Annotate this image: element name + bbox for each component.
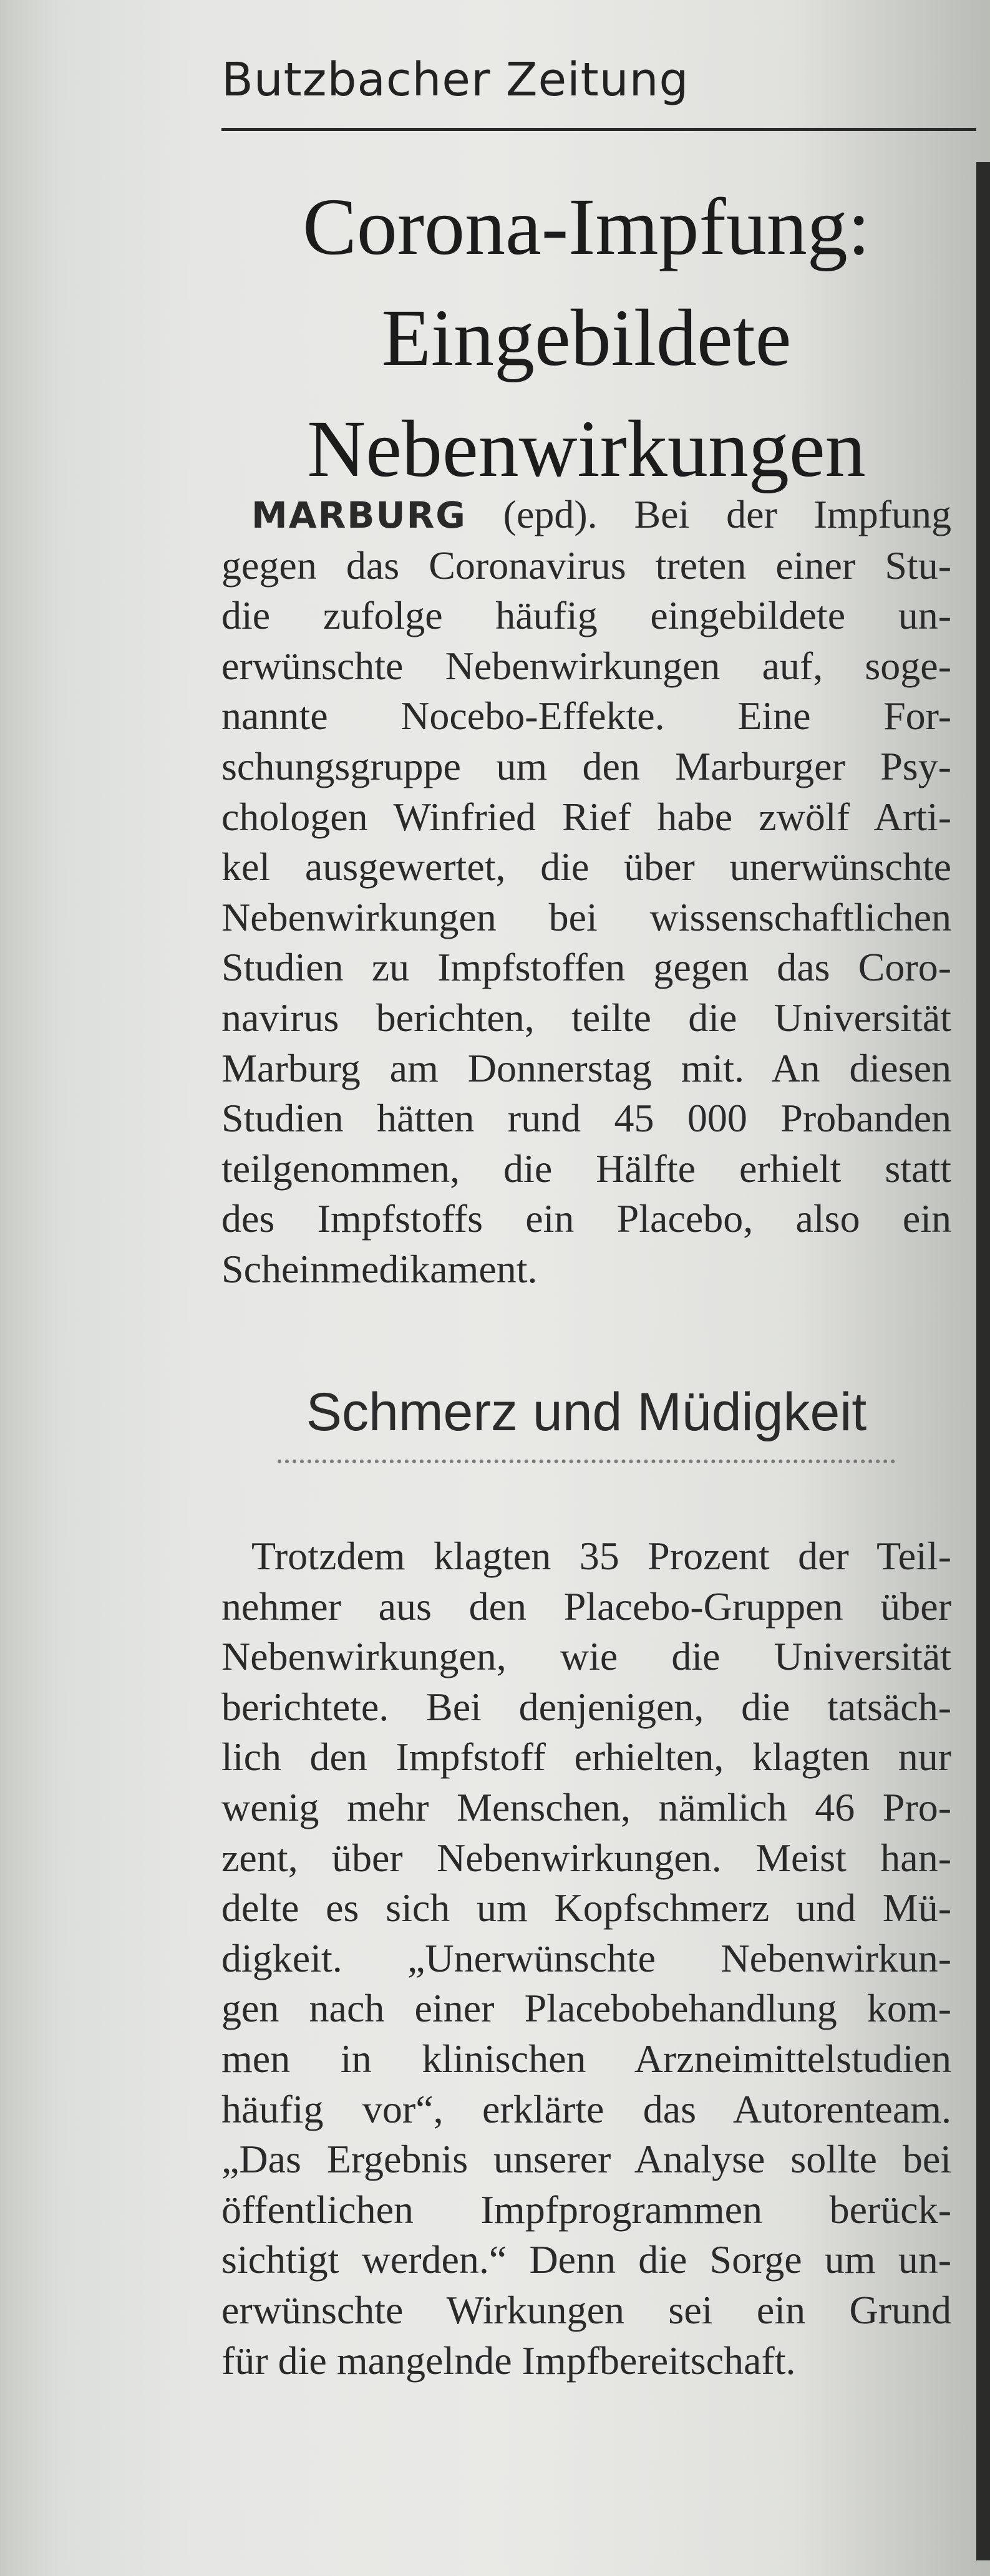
newspaper-name: Butzbacher Zeitung [221,53,689,107]
paragraph-line: schungsgruppe um den Marburger Psy- [221,743,951,788]
paragraph-line: navirus berichten, teilte die Universität [221,995,951,1040]
paragraph-line: Nebenwirkungen bei wissenschaftlichen [221,894,951,939]
paragraph-line: wenig mehr Menschen, nämlich 46 Pro- [221,1784,951,1829]
paragraph-line: für die mangelnde Impfbereitschaft. [221,2338,796,2383]
dateline: MARBURG [251,494,467,536]
headline-line: Eingebildete [381,293,792,383]
paragraph-line: men in klinischen Arzneimittelstudien [221,2036,951,2081]
article-paragraph-2 [221,1531,951,2386]
article-paragraph-1 [221,490,951,1295]
paragraph-line: „Das Ergebnis unserer Analyse sollte bei [221,2137,951,2182]
paragraph-line: delte es sich um Kopfschmerz und Mü- [221,1886,951,1930]
headline [221,172,951,505]
paragraph-line: nannte Nocebo-Effekte. Eine For- [221,694,951,738]
paragraph-line: häufig vor“, erklärte das Autorenteam. [221,2086,951,2131]
paragraph-line: gen nach einer Placebobehandlung kom- [221,1986,951,2031]
subheading-rule [278,1460,895,1463]
paragraph-line: sichtigt werden.“ Denn die Sorge um un- [221,2237,951,2282]
header-rule [221,128,976,131]
paragraph-line: Nebenwirkungen, wie die Universität [221,1634,951,1679]
paragraph-line: gegen das Coronavirus treten einer Stu- [221,543,951,588]
paragraph-line: kel ausgewertet, die über unerwünschte [221,845,951,889]
paragraph-line: digkeit. „Unerwünschte Nebenwirkun- [221,1935,951,1980]
headline-line: Corona-Impfung: [303,182,870,272]
paragraph-line: erwünschte Nebenwirkungen auf, soge- [221,643,951,688]
paragraph-line: chologen Winfried Rief habe zwölf Arti- [221,794,951,839]
page-edge-shadow [976,162,990,2560]
paragraph-line [221,490,951,541]
paragraph-line-text: (epd). Bei der Impfung [466,492,951,536]
paragraph-line: lich den Impfstoff erhielten, klagten nur [221,1735,951,1779]
paragraph-line: erwünschte Wirkungen sei ein Grund [221,2287,951,2332]
paragraph-line: die zufolge häufig eingebildete un- [221,593,951,638]
paragraph-line: des Impfstoffs ein Placebo, also ein [221,1196,951,1241]
paragraph-line: nehmer aus den Placebo-Gruppen über [221,1584,951,1629]
headline-line: Nebenwirkungen [307,404,866,494]
paragraph-line: Studien zu Impfstoffen gegen das Coro- [221,945,951,990]
paragraph-line: berichtete. Bei denjenigen, die tatsäch- [221,1684,951,1729]
paragraph-line: Marburg am Donnerstag mit. An diesen [221,1045,951,1090]
paragraph-line: teilgenommen, die Hälfte erhielt statt [221,1146,951,1191]
paragraph-line: öffentlichen Impfprogrammen berück- [221,2187,951,2232]
paragraph-line: Studien hätten rund 45 000 Probanden [221,1096,951,1141]
paragraph-line: zent, über Nebenwirkungen. Meist han- [221,1835,951,1880]
paragraph-line: Scheinmedikament. [221,1246,538,1291]
next-article-fragment [274,2539,387,2576]
subheading: Schmerz und Müdigkeit [306,1382,867,1442]
paragraph-line: Trotzdem klagten 35 Prozent der Teil- [251,1534,951,1578]
